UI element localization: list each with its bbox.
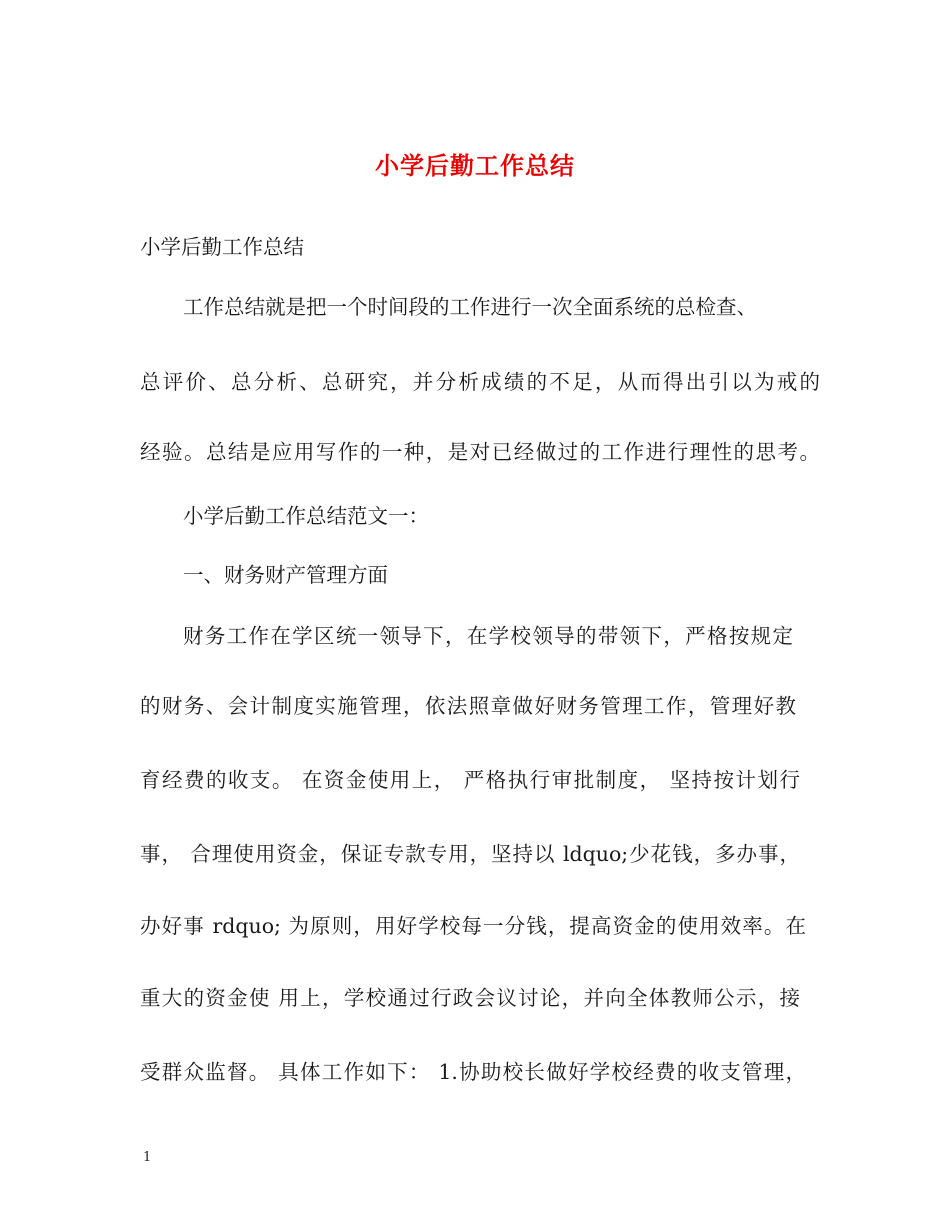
body-line-1: 工作总结就是把一个时间段的工作进行一次全面系统的总检查、 (183, 295, 757, 319)
body-line-6: 财务工作在学区统一领导下，在学校领导的带领下，严格按规定 (183, 624, 793, 648)
body-line-2: 总评价、总分析、总研究，并分析成绩的不足，从而得出引以为戒的 (140, 370, 820, 394)
section-intro: 小学后勤工作总结范文一： (183, 504, 429, 528)
document-title: 小学后勤工作总结 (375, 151, 575, 180)
section-heading: 一、财务财产管理方面 (183, 563, 388, 587)
page-number: 1 (143, 1150, 152, 1165)
body-line-3: 经验。总结是应用写作的一种，是对已经做过的工作进行理性的思考。 (140, 440, 820, 464)
document-subtitle: 小学后勤工作总结 (140, 235, 304, 259)
body-line-9: 事， 合理使用资金，保证专款专用，坚持以 ldquo;少花钱，多办事， (140, 842, 800, 866)
body-line-8: 育经费的收支。 在资金使用上， 严格执行审批制度， 坚持按计划行 (140, 768, 800, 792)
body-line-12: 受群众监督。 具体工作如下： 1.协助校长做好学校经费的收支管理， (140, 1060, 806, 1084)
body-line-11: 重大的资金使 用上，学校通过行政会议讨论，并向全体教师公示，接 (140, 986, 800, 1010)
body-line-7: 的财务、会计制度实施管理，依法照章做好财务管理工作，管理好教 (140, 694, 796, 718)
body-line-10: 办好事 rdquo; 为原则，用好学校每一分钱，提高资金的使用效率。在 (140, 914, 806, 938)
